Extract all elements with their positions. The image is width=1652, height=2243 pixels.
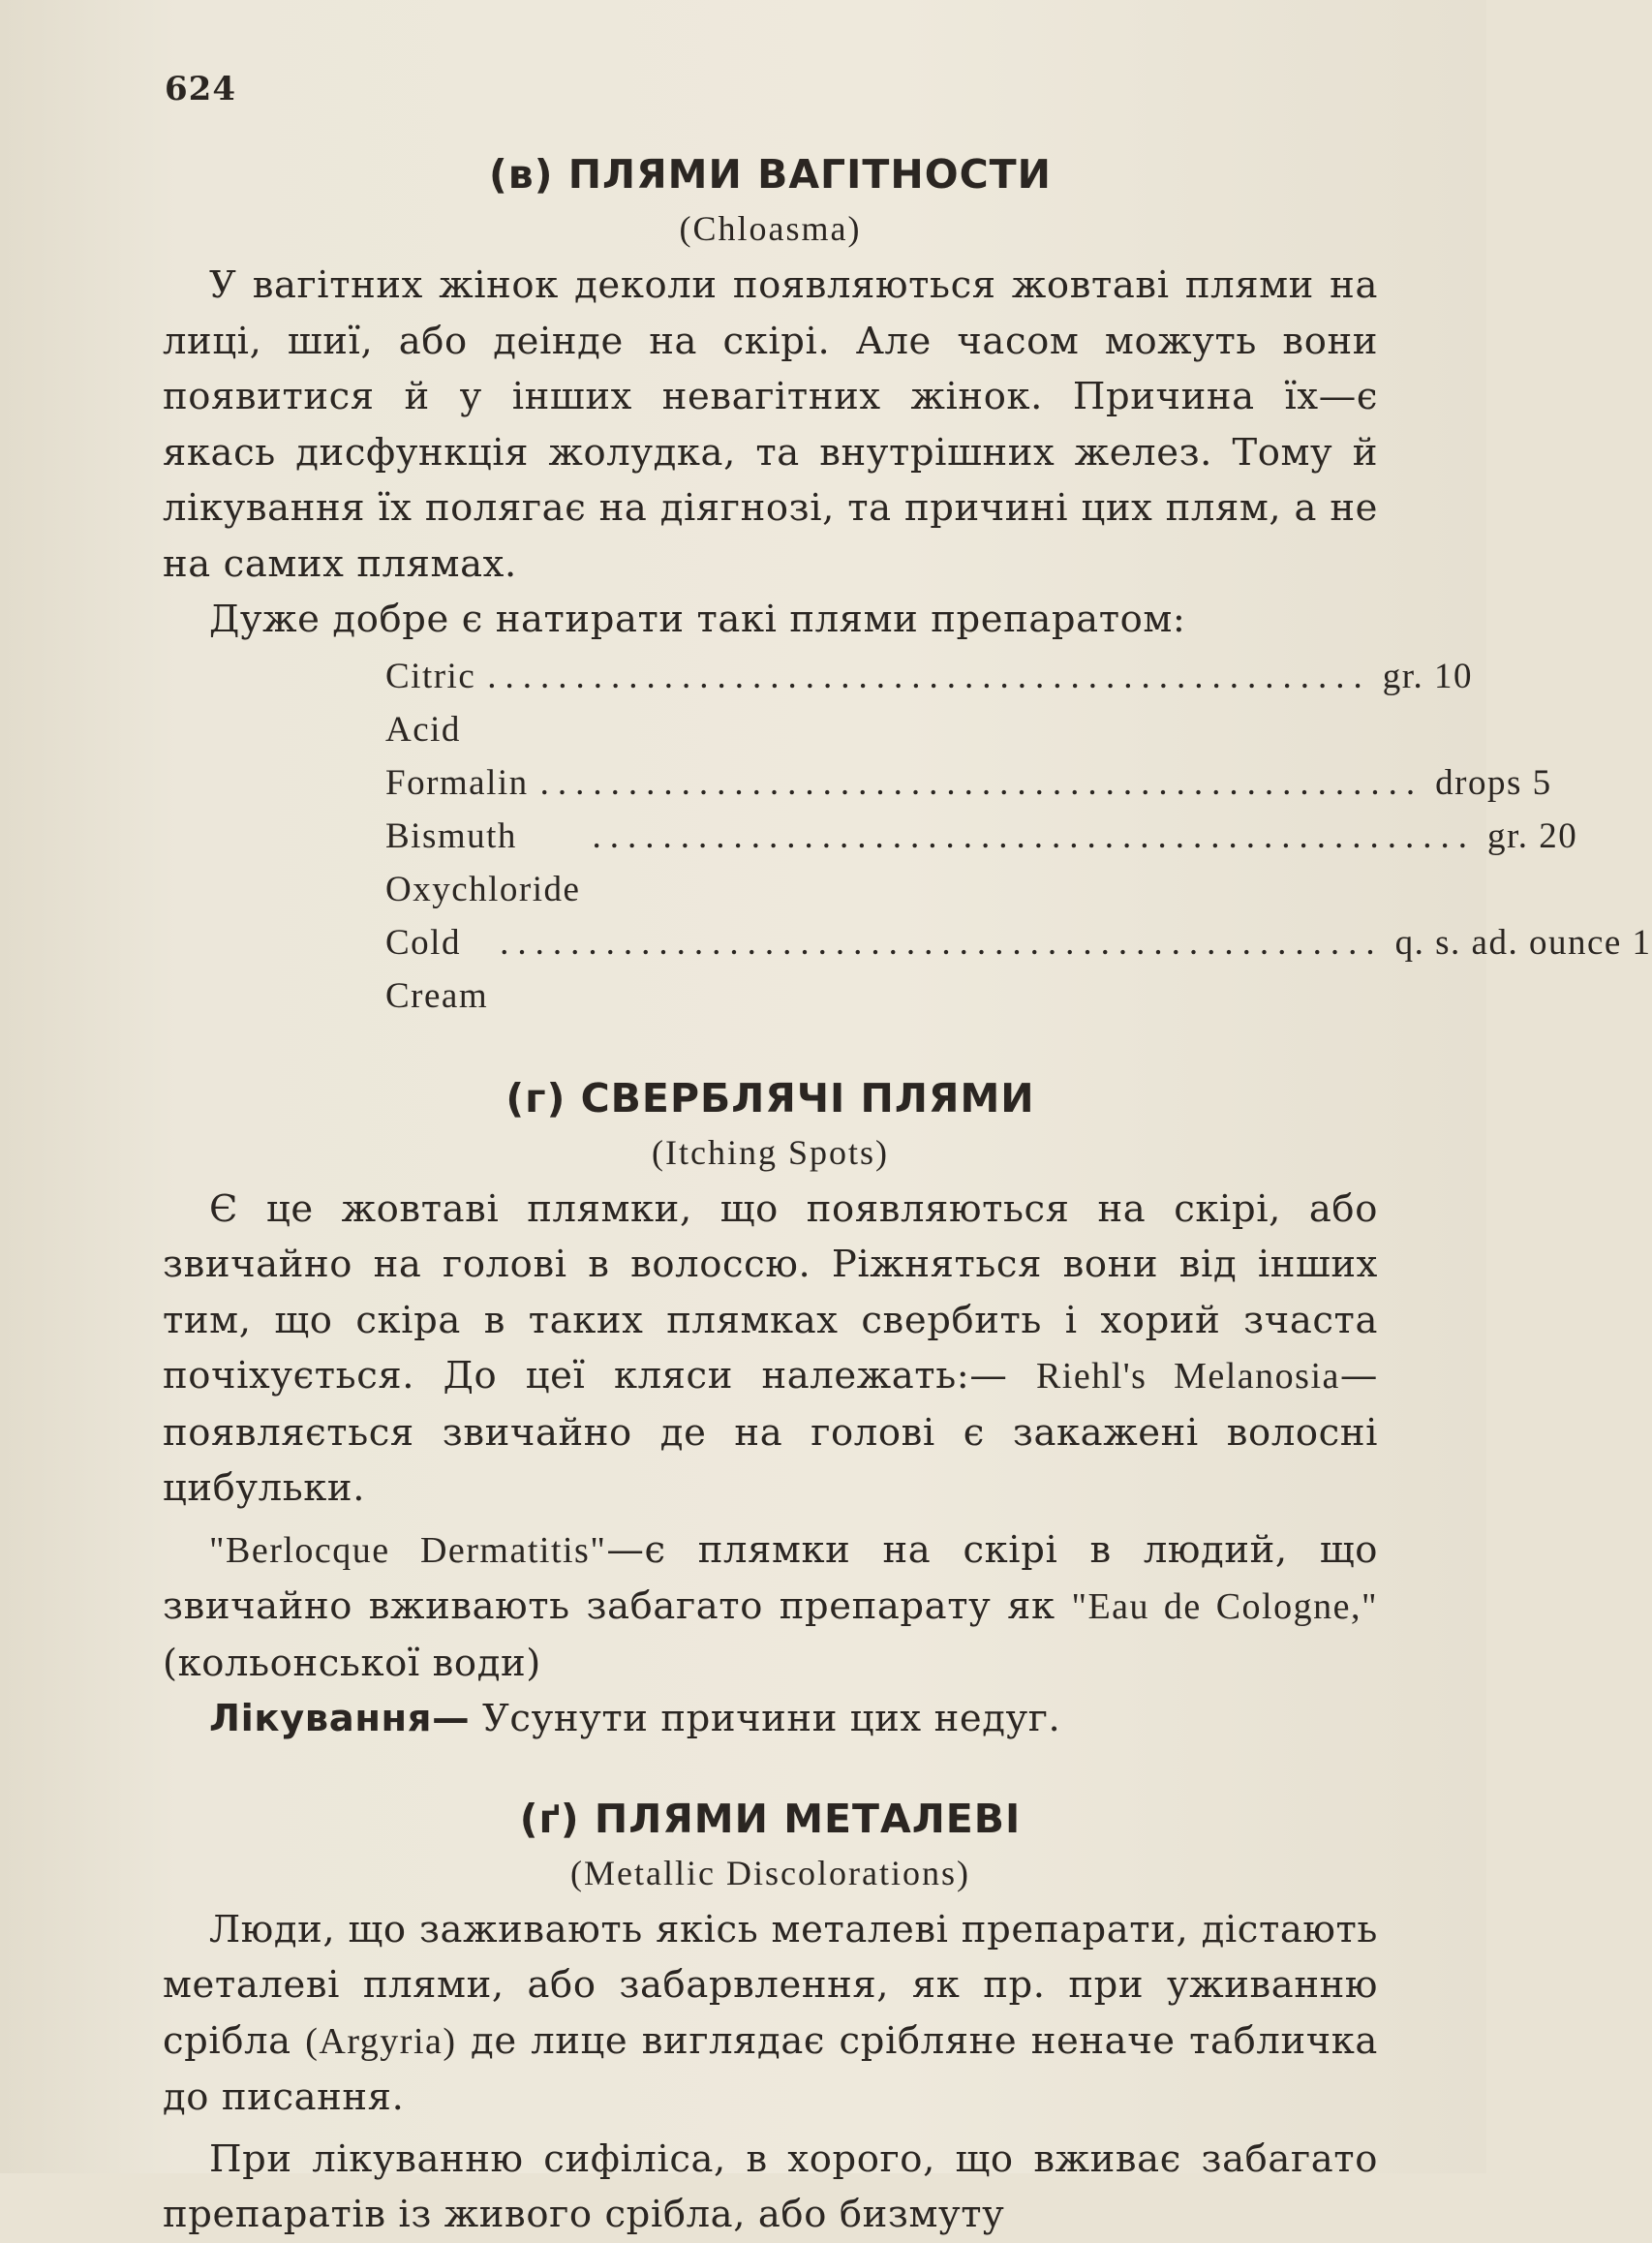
term-berlocque-dermatitis: "Berlocque Dermatitis" <box>209 1529 607 1571</box>
treatment-label: Лікування— <box>209 1697 471 1740</box>
paragraph-pregnancy-spots: У вагітних жінок деколи появляються жовтаві плями на лиці, шиї, або деінде на скірі. Але часом можуть вони появитися й у інших невагітних жінок. Причина їх—є якась дисфункція жолудка, та внутрішних желез. Тому й лікування їх полягає на діягнозі, та причині цих плям, а не на самих плямах. <box>163 263 1378 586</box>
paragraph-text: Є це жовтаві плямки, що появляються на скірі, або звичайно на голові в волоссю. Ріжняться вони від інших тим, що скіра в таких плямках свербить і хорий зчаста почіхується. До цеї кляси належать:— <box>163 1186 1378 1398</box>
recipe-list <box>385 650 1652 1023</box>
paragraph-treatment <box>163 1691 1378 1747</box>
recipe-row <box>385 916 1652 1023</box>
recipe-row <box>385 810 1578 916</box>
leader-dots: .................................................. <box>487 656 1371 696</box>
section-subtitle-metallic: (Metallic Discolorations) <box>570 1853 970 1892</box>
paragraph-text: —появляється звичайно де на голові є закажені волосні цибульки. <box>163 1354 1378 1510</box>
recipe-ingredient: Cold Cream <box>385 922 489 1016</box>
section-subtitle-itching-spots: (Itching Spots) <box>652 1132 889 1172</box>
paragraph-text: Люди, що заживають якісь металеві препарати, дістають металеві плями, або забарвлення, як пр. при уживанню срібла <box>163 1907 1378 2063</box>
paragraph-text: де лице виглядає срібляне неначе табличка до писання. <box>163 2018 1378 2119</box>
page-content <box>163 145 1652 2243</box>
leader-dots: .................................................. <box>500 922 1384 963</box>
recipe-ingredient: Formalin <box>385 762 529 803</box>
paragraph-metallic <box>163 1902 1378 2126</box>
paragraph-itching-spots <box>163 1182 1378 1517</box>
page-number: 624 <box>165 70 236 108</box>
paragraph-berlocque <box>163 1522 1378 1692</box>
recipe-row <box>385 650 1474 756</box>
section-title-pregnancy-spots: (в) ПЛЯМИ ВАГІТНОСТИ <box>489 151 1052 198</box>
recipe-row <box>385 756 1552 810</box>
section-subtitle-chloasma: (Chloasma) <box>679 209 862 248</box>
term-eau-de-cologne: "Eau de Cologne," <box>1071 1586 1378 1627</box>
recipe-ingredient: Bismuth Oxychloride <box>385 815 581 909</box>
recipe-dose: gr. 10 <box>1382 656 1474 696</box>
paragraph-text: —є плямки на скірі в людий, що звичайно вживають забагато препарату як <box>163 1527 1378 1628</box>
leader-dots: .................................................. <box>539 762 1424 803</box>
recipe-dose: gr. 20 <box>1486 815 1578 856</box>
treatment-text: Усунути причини цих недуг. <box>470 1697 1061 1740</box>
recipe-intro: Дуже добре є натирати такі плями препаратом: <box>209 598 1186 641</box>
recipe-dose: drops 5 <box>1435 762 1552 803</box>
paragraph-syphilis: При лікуванню сифіліса, в хорого, що вживає забагато препаратів із живого срібла, або бизмуту <box>163 2136 1378 2236</box>
paragraph-text: (кольонської води) <box>163 1641 541 1685</box>
section-title-metallic: (ґ) ПЛЯМИ МЕТАЛЕВІ <box>519 1795 1022 1842</box>
term-argyria: (Argyria) <box>305 2020 457 2062</box>
section-title-itching-spots: (г) СВЕРБЛЯЧІ ПЛЯМИ <box>505 1074 1035 1122</box>
term-riehls-melanosia: Riehl's Melanosia <box>1035 1356 1340 1397</box>
recipe-dose: q. s. ad. ounce 1 <box>1394 922 1652 963</box>
leader-dots: .................................................. <box>592 815 1476 856</box>
recipe-ingredient: Citric Acid <box>385 656 476 750</box>
